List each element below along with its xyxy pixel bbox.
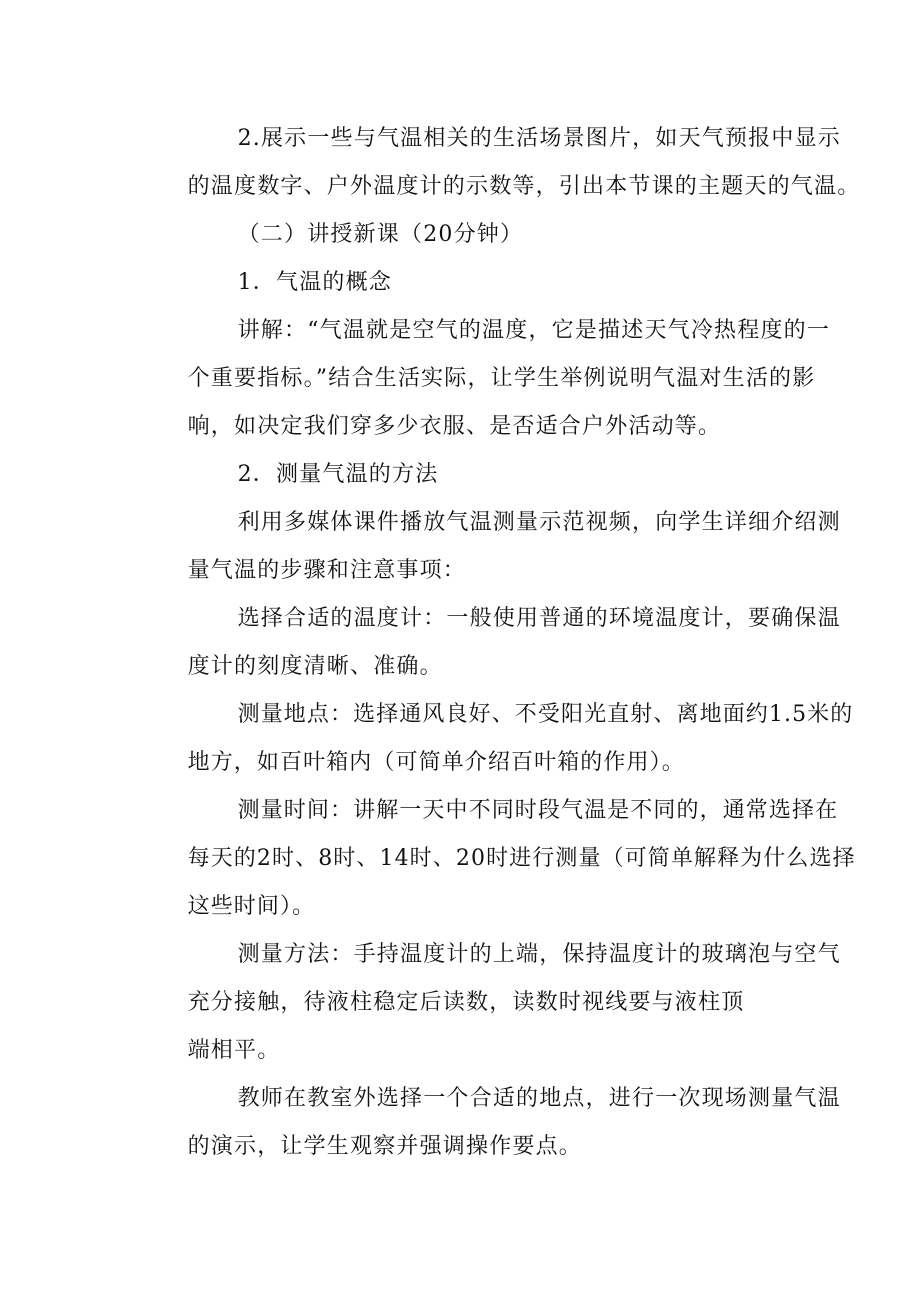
paragraph-teacher-demo xyxy=(137,1075,841,1171)
text-line: 选择合适的温度计：一般使用普通的环境温度计，要确保温 xyxy=(237,606,841,631)
text-line: 个重要指标。”结合生活实际，让学生举例说明气温对生活的影 xyxy=(187,366,816,391)
text-line: 每天的2时、8时、14时、20时进行测量（可简单解释为什么选择 xyxy=(187,846,856,871)
document-body xyxy=(137,115,861,1171)
text-line: 测量时间：讲解一天中不同时段气温是不同的，通常选择在 xyxy=(237,798,839,823)
text-line: 度计的刻度清晰、准确。 xyxy=(187,654,443,679)
text-line: 的演示，让学生观察并强调操作要点。 xyxy=(187,1134,582,1159)
subheading-measurement-method xyxy=(137,451,797,499)
paragraph-measurement-location xyxy=(137,691,854,787)
section-heading: （二）讲授新课（20分钟） xyxy=(237,222,524,247)
paragraph-choose-thermometer xyxy=(137,595,841,691)
section-heading-new-lesson xyxy=(137,211,797,259)
subheading: 2．测量气温的方法 xyxy=(237,462,439,487)
paragraph-multimedia-video xyxy=(137,499,841,595)
subheading: 1．气温的概念 xyxy=(237,270,392,295)
text-line: 教师在教室外选择一个合适的地点，进行一次现场测量气温 xyxy=(237,1086,841,1111)
text-line: 测量地点：选择通风良好、不受阳光直射、离地面约1.5米的 xyxy=(237,702,854,727)
subheading-temperature-concept xyxy=(137,259,797,307)
text-line: 响，如决定我们穿多少衣服、是否适合户外活动等。 xyxy=(187,414,722,439)
text-line: 地方，如百叶箱内（可简单介绍百叶箱的作用）。 xyxy=(187,750,685,775)
paragraph-explanation xyxy=(137,307,831,451)
paragraph-intro-step-2 xyxy=(137,115,861,211)
text-line: 充分接触，待液柱稳定后读数，读数时视线要与液柱顶 xyxy=(187,990,745,1015)
paragraph-measurement-time xyxy=(137,787,856,931)
text-line: 利用多媒体课件播放气温测量示范视频，向学生详细介绍测 xyxy=(237,510,841,535)
text-line: 测量方法：手持温度计的上端，保持温度计的玻璃泡与空气 xyxy=(237,942,841,967)
text-line: 端相平。 xyxy=(187,1038,281,1063)
text-line: 2.展示一些与气温相关的生活场景图片，如天气预报中显示 xyxy=(237,126,841,151)
text-line: 这些时间）。 xyxy=(187,894,316,919)
text-line: 量气温的步骤和注意事项： xyxy=(187,558,466,583)
paragraph-measurement-procedure xyxy=(137,931,841,1075)
text-line: 的温度数字、户外温度计的示数等，引出本节课的主题天的气温。 xyxy=(187,174,861,199)
text-line: 讲解：“气温就是空气的温度，它是描述天气冷热程度的一 xyxy=(237,318,831,343)
